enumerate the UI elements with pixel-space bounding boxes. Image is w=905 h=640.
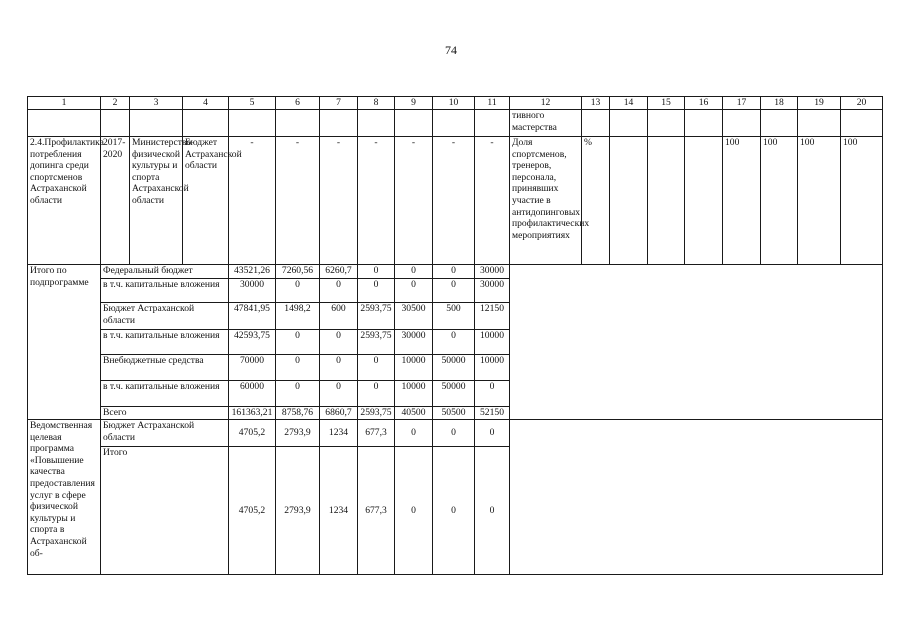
value-cell: 6860,7 [320,407,358,420]
value-cell: - [276,137,320,265]
value-cell: 0 [395,420,433,447]
column-number: 18 [761,97,798,110]
program-table [27,96,883,575]
value-cell: 0 [475,447,510,575]
value-cell: 30000 [229,279,276,303]
value-cell: 500 [433,303,475,330]
measure-row-2-4 [28,137,883,265]
funding-source: Федеральный бюджет [101,265,229,279]
target-cell: 100 [723,137,761,265]
value-cell: 70000 [229,355,276,381]
value-cell: - [395,137,433,265]
value-cell: 30000 [395,330,433,355]
value-cell: 0 [395,265,433,279]
column-number: 3 [130,97,183,110]
value-cell: 60000 [229,381,276,407]
value-cell: 10000 [475,330,510,355]
value-cell: 0 [475,420,510,447]
subprogram-total-label: Итого по подпрограмме [28,265,101,420]
funding-source: Бюджет Астраханской области [101,420,229,447]
value-cell: 50000 [433,381,475,407]
value-cell: 0 [276,355,320,381]
subprogram-row [28,265,883,279]
value-cell: 10000 [475,355,510,381]
value-cell: 2593,75 [358,330,395,355]
value-cell: 47841,95 [229,303,276,330]
value-cell: 0 [276,381,320,407]
departmental-program-label: Ведомственная целевая программа «Повышение качества предоставления услуг в сфере физической культуры и спорта в Астраханской об- [28,420,101,575]
value-cell: 52150 [475,407,510,420]
target-cell: 100 [761,137,798,265]
value-cell: 50500 [433,407,475,420]
value-cell: 2793,9 [276,420,320,447]
column-number: 1 [28,97,101,110]
value-cell: 30000 [475,279,510,303]
value-cell: 2593,75 [358,303,395,330]
value-cell: 0 [320,355,358,381]
value-cell: 7260,56 [276,265,320,279]
value-cell: 0 [276,279,320,303]
measure-period: 2017-2020 [101,137,130,265]
value-cell: 30000 [475,265,510,279]
continuation-row [28,110,883,137]
column-number: 13 [582,97,610,110]
value-cell: 677,3 [358,447,395,575]
value-cell: 10000 [395,355,433,381]
value-cell: - [320,137,358,265]
value-cell: 0 [433,265,475,279]
value-cell: - [358,137,395,265]
value-cell: 600 [320,303,358,330]
value-cell: 12150 [475,303,510,330]
column-number: 16 [685,97,723,110]
value-cell: 0 [433,447,475,575]
target-cell: 100 [841,137,883,265]
value-cell: 43521,26 [229,265,276,279]
column-number: 7 [320,97,358,110]
value-cell: 0 [358,279,395,303]
value-cell: 0 [276,330,320,355]
target-cell: 100 [798,137,841,265]
column-number: 5 [229,97,276,110]
value-cell: 677,3 [358,420,395,447]
indicator-unit: % [582,137,610,265]
page-number: 74 [445,43,457,57]
target-cell [648,137,685,265]
target-cell [610,137,648,265]
target-cell [685,137,723,265]
value-cell: 1234 [320,447,358,575]
value-cell: 50000 [433,355,475,381]
empty-area [510,420,883,575]
column-number: 2 [101,97,130,110]
measure-executor: Министерство физической культуры и спорта Астраханской области [130,137,183,265]
column-number: 11 [475,97,510,110]
value-cell: 0 [433,420,475,447]
value-cell: 0 [433,330,475,355]
value-cell: - [433,137,475,265]
value-cell: 2793,9 [276,447,320,575]
value-cell: 4705,2 [229,420,276,447]
value-cell: 0 [395,447,433,575]
value-cell: 1498,2 [276,303,320,330]
value-cell: 0 [358,265,395,279]
funding-source: в т.ч. капитальные вложения [101,381,229,407]
column-number: 17 [723,97,761,110]
column-number: 15 [648,97,685,110]
measure-name: 2.4.Профилактика потребления допинга среди спортсменов Астраханской области [28,137,101,265]
value-cell: 2593,75 [358,407,395,420]
value-cell: - [475,137,510,265]
value-cell: 0 [395,279,433,303]
value-cell: 8758,76 [276,407,320,420]
value-cell: 42593,75 [229,330,276,355]
empty-area [510,265,883,420]
value-cell: 30500 [395,303,433,330]
column-number: 6 [276,97,320,110]
value-cell: 0 [358,381,395,407]
value-cell: 0 [320,330,358,355]
funding-source: в т.ч. капитальные вложения [101,330,229,355]
column-number: 12 [510,97,582,110]
value-cell: - [229,137,276,265]
value-cell: 1234 [320,420,358,447]
value-cell: 0 [475,381,510,407]
value-cell: 4705,2 [229,447,276,575]
funding-source: в т.ч. капитальные вложения [101,279,229,303]
value-cell: 0 [433,279,475,303]
column-number-row [28,97,883,110]
indicator-text: Доля спортсменов, тренеров, персонала, принявших участие в антидопинговых профилактических мероприятиях [510,137,582,265]
measure-source: Бюджет Астраханской области [183,137,229,265]
column-number: 8 [358,97,395,110]
funding-source: Внебюджетные средства [101,355,229,381]
column-number: 14 [610,97,648,110]
funding-source: Итого [101,447,229,575]
value-cell: 161363,21 [229,407,276,420]
indicator-continuation: тивного мастерства [510,110,582,137]
column-number: 20 [841,97,883,110]
value-cell: 40500 [395,407,433,420]
departmental-row [28,420,883,447]
value-cell: 0 [320,381,358,407]
column-number: 10 [433,97,475,110]
column-number: 4 [183,97,229,110]
column-number: 19 [798,97,841,110]
funding-source: Бюджет Астраханской области [101,303,229,330]
value-cell: 0 [358,355,395,381]
funding-source: Всего [101,407,229,420]
value-cell: 6260,7 [320,265,358,279]
value-cell: 0 [320,279,358,303]
column-number: 9 [395,97,433,110]
value-cell: 10000 [395,381,433,407]
